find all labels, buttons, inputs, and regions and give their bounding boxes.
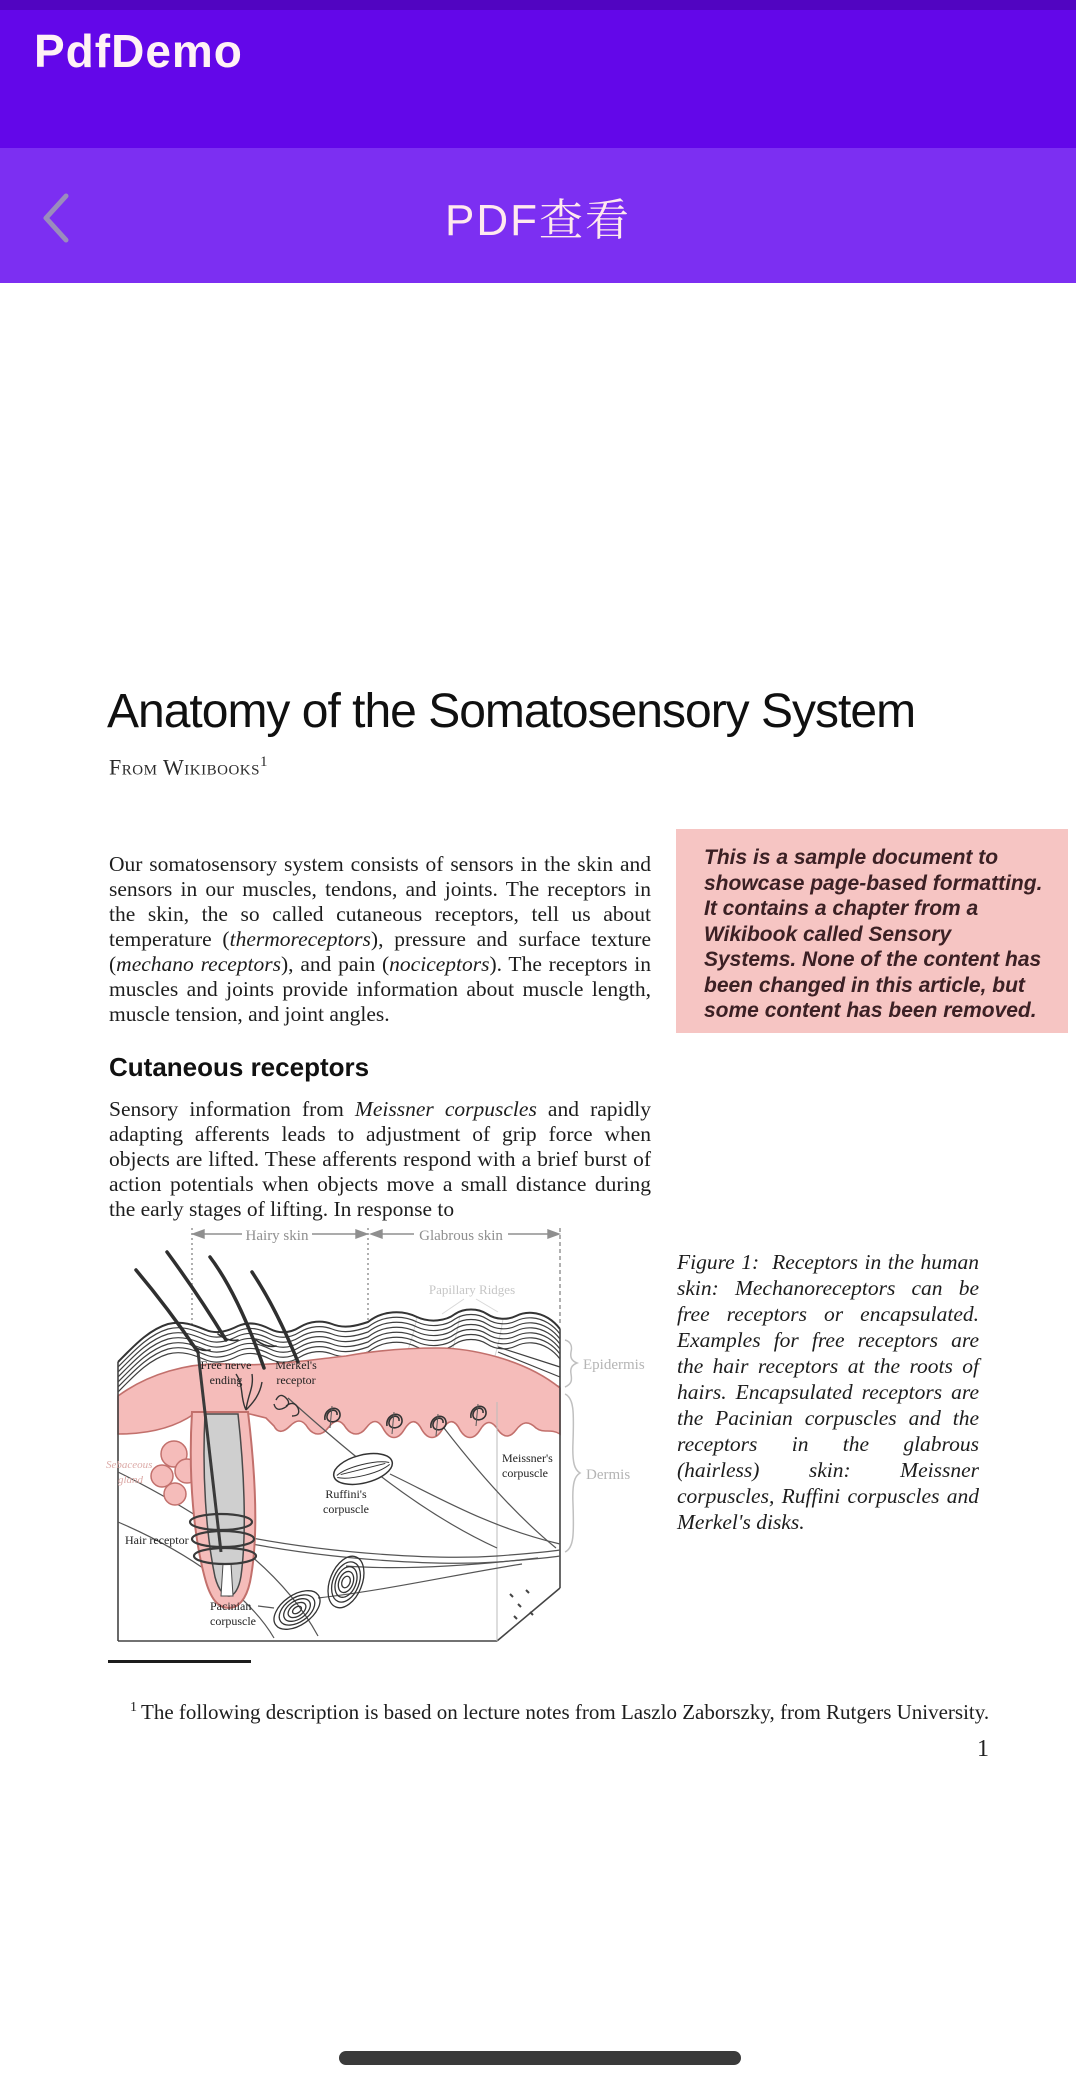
figure-label-epidermis: Epidermis: [583, 1357, 645, 1373]
figure-label-pacinian-2: corpuscle: [210, 1614, 256, 1628]
footnote: [130, 1695, 1020, 1725]
toolbar-title: PDF查看: [445, 195, 631, 245]
pdf-page[interactable]: [0, 283, 1076, 2077]
figure-caption: Figure 1: Receptors in the human skin: Mechanoreceptors can be free receptors or encapsulated. Examples for free receptors are the hair receptors at the roots of hairs. Encapsulated receptors are the Pacinian corpuscles and the receptors in the glabrous (hairless) skin: Meissner corpuscles, Ruffini corpuscles and Merkel's disks.: [677, 1249, 979, 1534]
status-bar: [0, 0, 1076, 10]
skin-figure-drawing: [78, 1222, 660, 1654]
app-title: PdfDemo: [34, 25, 243, 77]
figure-label-hairy-skin: Hairy skin: [245, 1228, 309, 1244]
pacinian-corpuscles: [267, 1551, 371, 1637]
figure-label-ruffinis-2: corpuscle: [323, 1502, 369, 1516]
layer-braces: [565, 1340, 580, 1552]
figure-label-glabrous-skin: Glabrous skin: [419, 1228, 503, 1244]
figure-label-sebaceous-1: Sebaceous: [106, 1459, 153, 1471]
figure-label-dermis: Dermis: [586, 1467, 631, 1483]
section-heading: Cutaneous receptors: [109, 1051, 370, 1082]
home-indicator[interactable]: [339, 2051, 741, 2065]
pacinian-pointer: [258, 1606, 274, 1608]
figure-label-merkels-2: receptor: [276, 1373, 316, 1387]
figure-label-ruffinis-1: Ruffini's: [325, 1487, 367, 1501]
dermis-band: [118, 1348, 560, 1438]
section-paragraph: Sensory information from Meissner corpuscles and rapidly adapting afferents leads to adjustment of grip force when objects are lifted. These afferents respond with a brief burst of action potentials when objects move a small distance during the early stages of lifting. In response to: [109, 1096, 651, 1221]
ruffini-corpuscle: [331, 1448, 396, 1490]
sample-note-text: This is a sample document to showcase page-based formatting. It contains a chapter from a Wikibook called Sensory Systems. None of the content has been changed in this article, but some content has been removed.: [704, 846, 1043, 1022]
figure-label-sebaceous-2: gland: [118, 1474, 144, 1486]
app-header: [0, 0, 1076, 148]
document-title: Anatomy of the Somatosensory System: [107, 685, 916, 739]
byline-text: From Wikibooks: [109, 754, 260, 780]
figure-label-meissners-1: Meissner's: [502, 1451, 553, 1465]
figure-label-free-nerve-2: ending: [209, 1373, 243, 1387]
figure-label-meissners-2: corpuscle: [502, 1466, 548, 1480]
sample-note-box: [676, 829, 1068, 1033]
footnote-rule: [108, 1660, 251, 1663]
byline: [109, 754, 268, 780]
footnote-marker: 1: [130, 1700, 137, 1715]
figure-label-merkels-1: Merkel's: [275, 1358, 317, 1372]
intro-paragraph: Our somatosensory system consists of sensors in the skin and sensors in our muscles, tendons, and joints. The receptors in the skin, the so called cutaneous receptors, tell us about temperature (thermoreceptors), pressure and surface texture (mechano receptors), and pain (nociceptors). The receptors in muscles and joints provide information about muscle length, muscle tension, and joint angles.: [109, 851, 651, 1026]
toolbar: [0, 148, 1076, 283]
byline-footnote-ref: 1: [259, 754, 268, 770]
footnote-text: The following description is based on lecture notes from Laszlo Zaborszky, from Rutgers University.: [141, 1700, 990, 1724]
figure-label-pacinian-1: Pacinian: [210, 1599, 252, 1613]
figure-label-papillary-ridges: Papillary Ridges: [428, 1282, 516, 1297]
chevron-left-icon: [36, 188, 76, 248]
page-number: 1: [977, 1736, 989, 1762]
figure-label-free-nerve-1: Free nerve: [200, 1358, 252, 1372]
figure-label-hair-receptor: Hair receptor: [125, 1533, 189, 1547]
skin-figure: [78, 1222, 660, 1654]
back-button[interactable]: [36, 188, 76, 248]
